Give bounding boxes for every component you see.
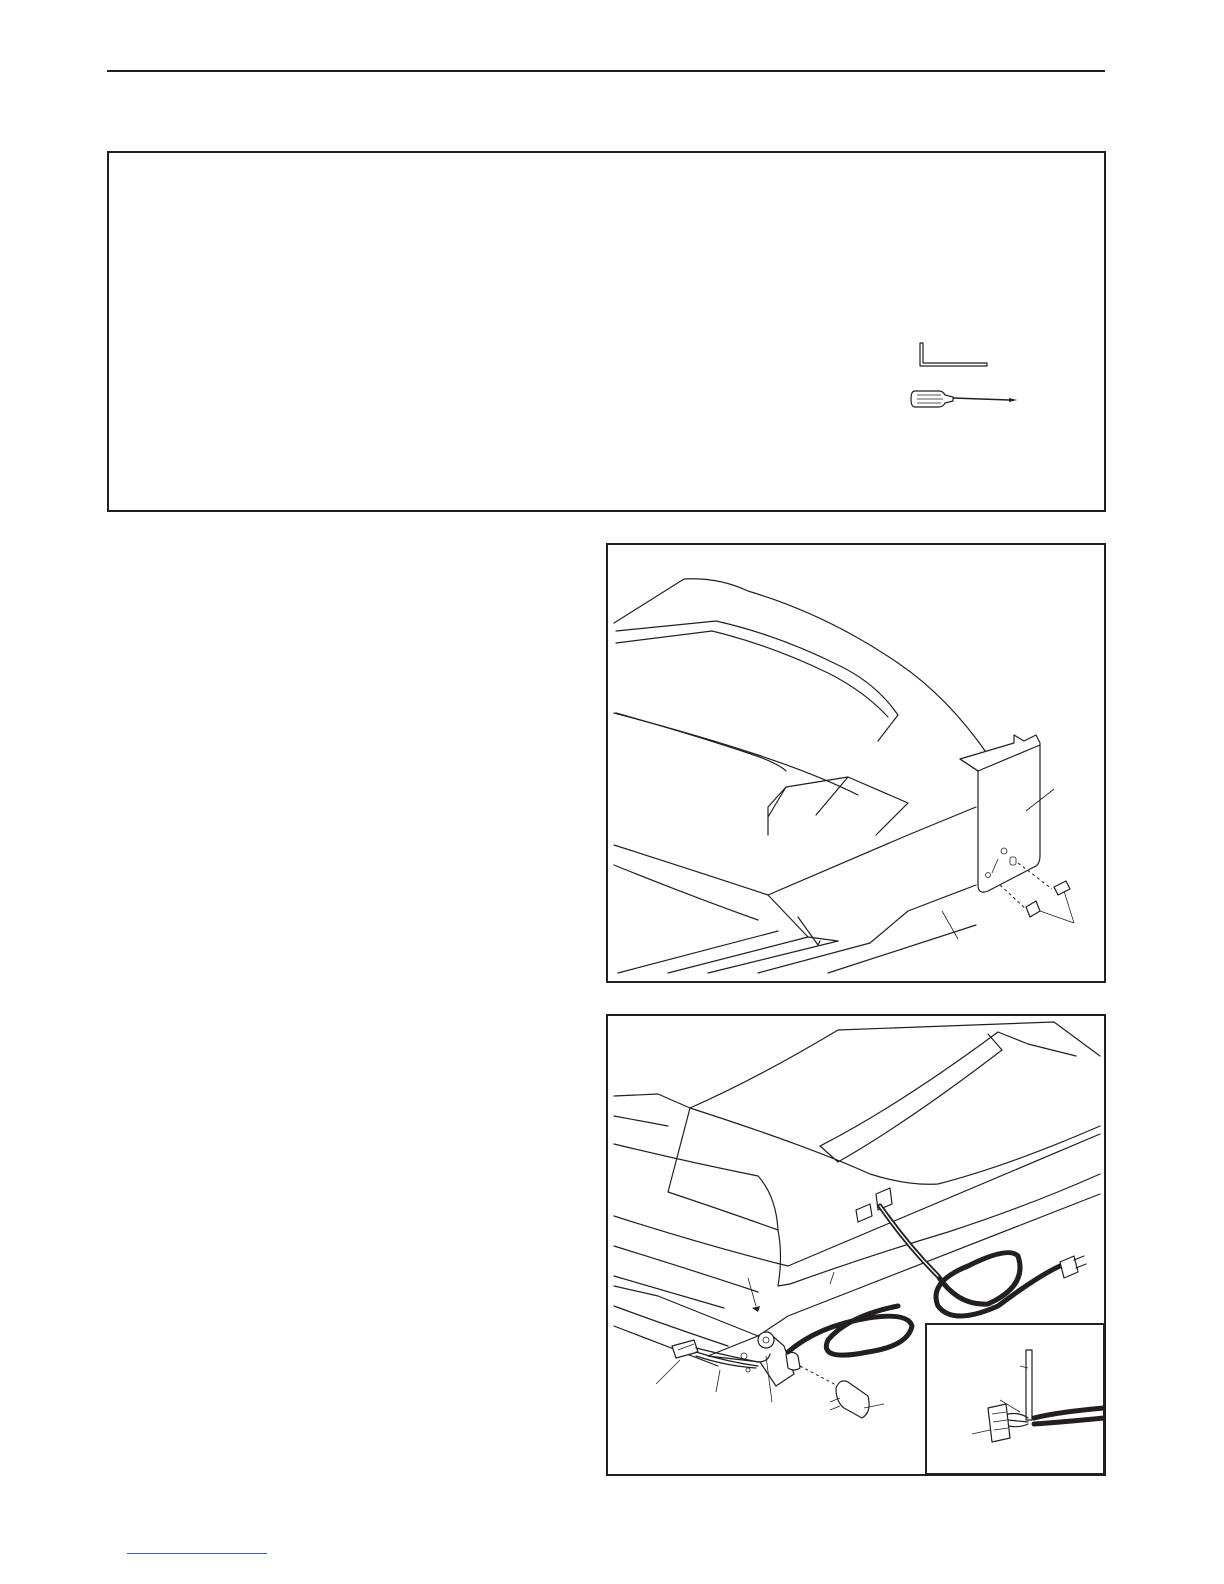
figure-1 [606, 543, 1106, 983]
footer-link-underline[interactable] [127, 1553, 267, 1554]
tools-box [107, 151, 1106, 512]
figure-1-illustration [608, 545, 1104, 981]
figure-2-illustration [608, 1016, 1104, 1474]
figure-2 [606, 1014, 1106, 1476]
hex-key-icon [917, 341, 989, 371]
header-rule [107, 70, 1105, 72]
phillips-screwdriver-icon [909, 387, 1021, 411]
